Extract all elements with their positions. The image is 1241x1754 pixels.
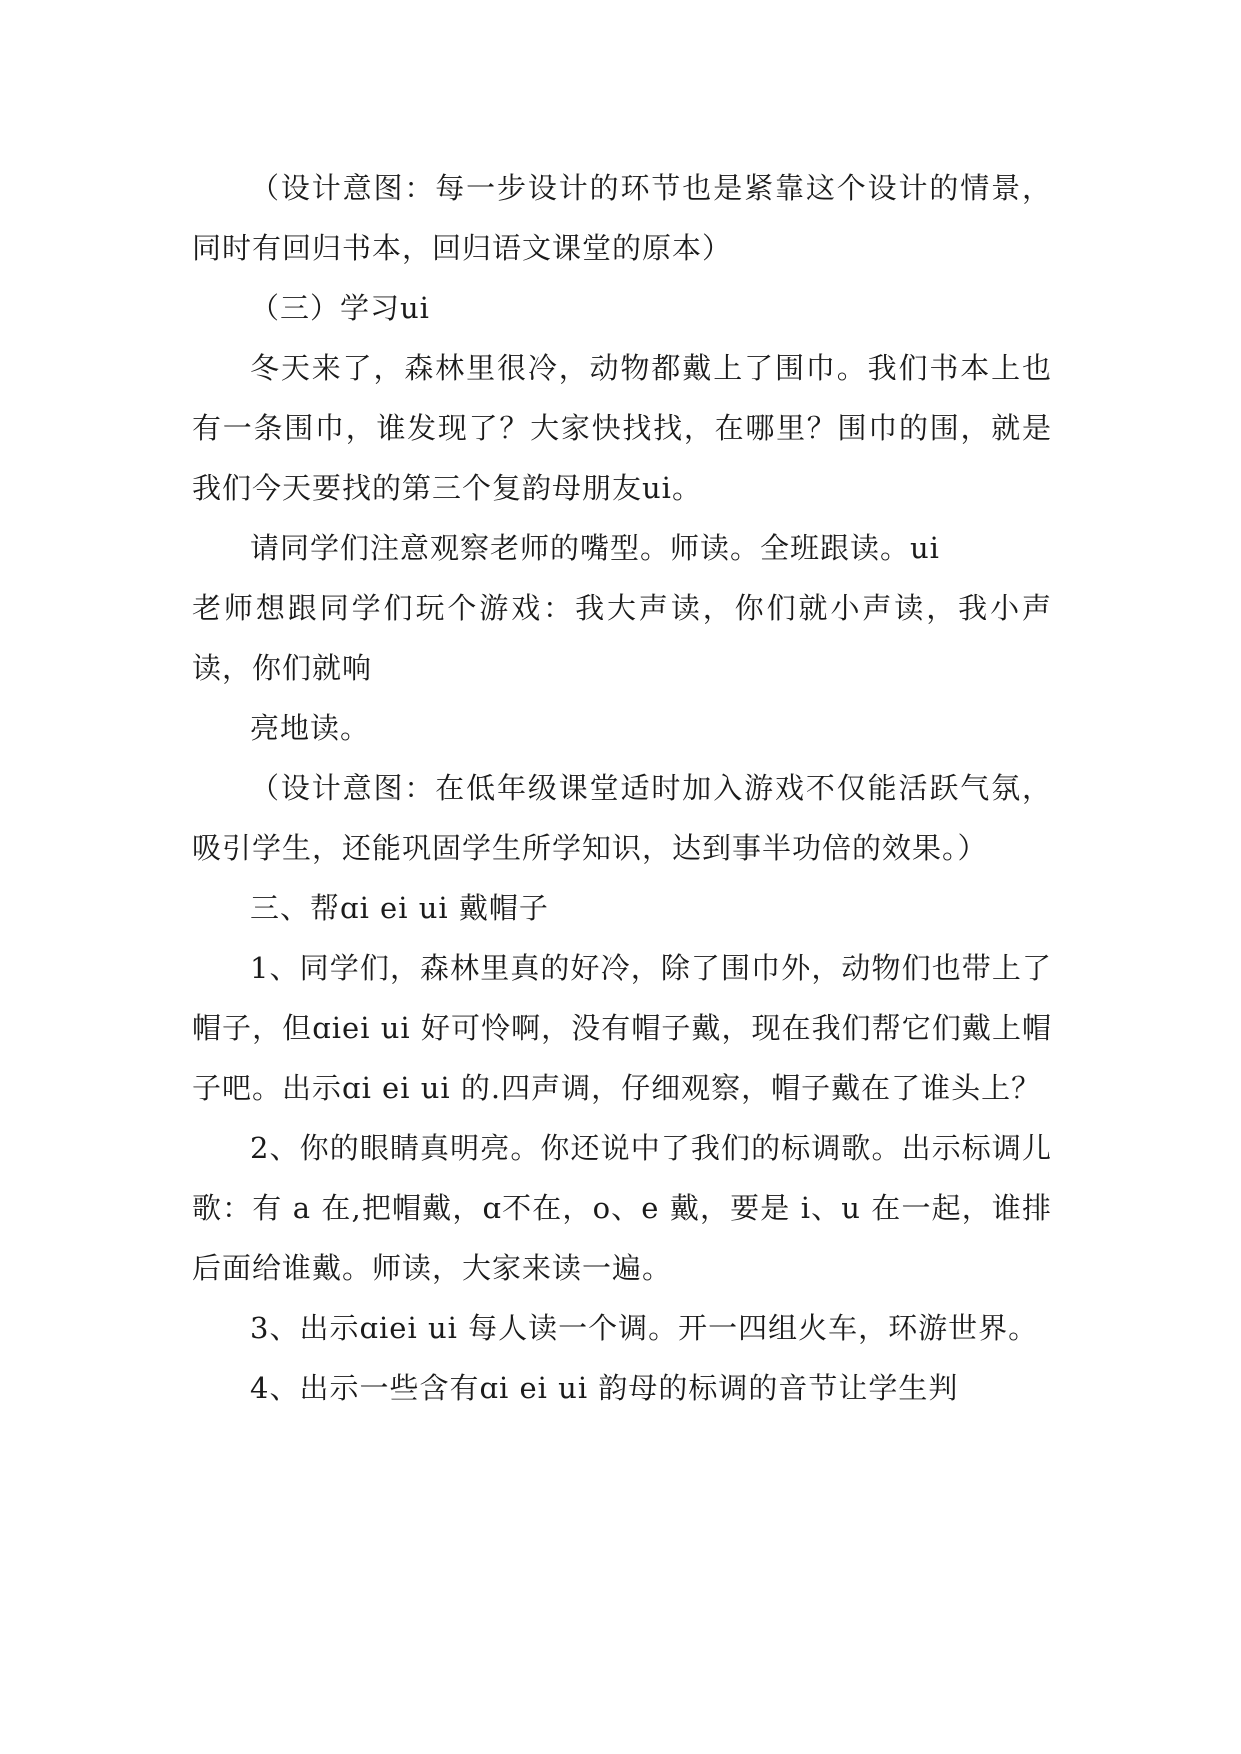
winter-scarf-paragraph: 冬天来了，森林里很冷，动物都戴上了围巾。我们书本上也有一条围巾，谁发现了？大家快找找，在哪里？围巾的围，就是我们今天要找的第三个复韵母朋友ui。 — [192, 351, 1052, 505]
mouth-shape-paragraph: 请同学们注意观察老师的嘴型。师读。全班跟读。ui — [250, 531, 940, 565]
step-3-paragraph: 3、出示ɑiei ui 每人读一个调。开一四组火车，环游世界。 — [250, 1311, 1039, 1345]
game-paragraph: 老师想跟同学们玩个游戏：我大声读，你们就小声读，我小声读，你们就响 — [192, 591, 1052, 685]
design-intent-paragraph-1: （设计意图：每一步设计的环节也是紧靠这个设计的情景，同时有回归书本，回归语文课堂的原本） — [192, 171, 1052, 265]
design-intent-paragraph-2: （设计意图：在低年级课堂适时加入游戏不仅能活跃气氛，吸引学生，还能巩固学生所学知识，达到事半功倍的效果。） — [192, 771, 1052, 865]
step-1-paragraph: 1、同学们，森林里真的好冷，除了围巾外，动物们也带上了帽子，但ɑiei ui 好可怜啊，没有帽子戴，现在我们帮它们戴上帽子吧。出示ɑi ei ui 的.四声调，仔细观察，帽子戴在了谁头上？ — [192, 951, 1052, 1105]
step-2-paragraph: 2、你的眼睛真明亮。你还说中了我们的标调歌。出示标调儿歌：有 a 在,把帽戴，ɑ不在，o、e 戴，要是 i、u 在一起，谁排后面给谁戴。师读，大家来读一遍。 — [192, 1131, 1052, 1285]
section-heading-tone-hats: 三、帮ɑi ei ui 戴帽子 — [250, 891, 549, 925]
read-loudly-line: 亮地读。 — [250, 711, 371, 745]
document-body — [192, 158, 1052, 1418]
section-heading-learn-ui: （三）学习ui — [250, 291, 430, 325]
step-4-paragraph: 4、出示一些含有ɑi ei ui 韵母的标调的音节让学生判 — [250, 1371, 959, 1405]
